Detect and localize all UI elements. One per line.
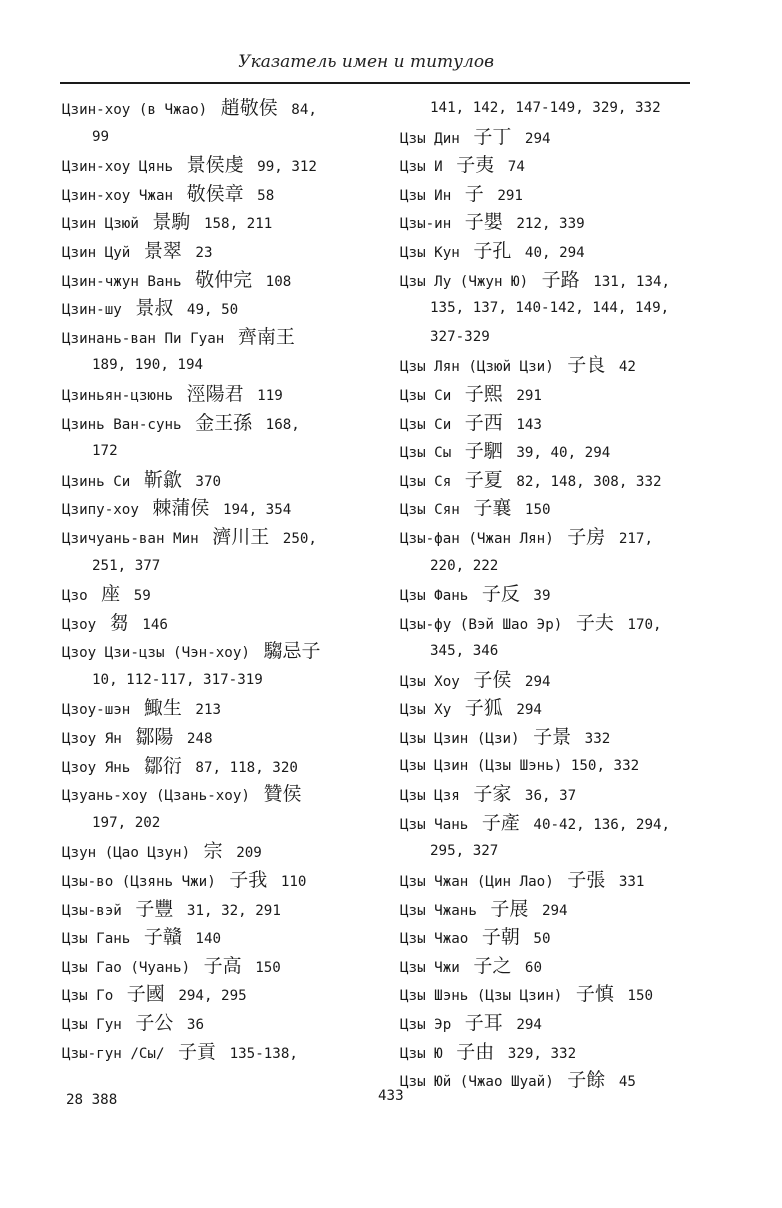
chinese-characters: 子耳 [464, 1012, 503, 1034]
index-entry [62, 266, 382, 295]
entry-text: 141, 142, 147-149, 329, 332 [430, 100, 661, 116]
chinese-characters: 座 [101, 583, 121, 606]
index-entry-continuation [62, 666, 382, 695]
entry-text: 250, [274, 530, 317, 547]
entry-text: Цзуань-хоу (Цзань-хоу) [62, 788, 259, 805]
chinese-characters: 子路 [541, 268, 580, 291]
entry-text: Цзы Эр [400, 1017, 460, 1033]
chinese-characters: 子侯 [473, 668, 512, 691]
chinese-characters: 騶忌子 [263, 640, 321, 663]
chinese-characters: 子我 [229, 869, 268, 892]
entry-text: 194, 354 [214, 502, 292, 519]
index-entry [400, 952, 700, 981]
page-number: 433 [378, 1088, 404, 1104]
entry-text: 40-42, 136, 294, [524, 816, 671, 833]
index-entry [400, 123, 700, 152]
entry-text: 110 [272, 874, 307, 891]
entry-text: 158, 211 [195, 216, 273, 233]
chinese-characters: 子豐 [135, 897, 174, 920]
entry-text: Цзин-хоу Цянь [62, 159, 182, 176]
index-entry [400, 151, 700, 180]
chinese-characters: 子夏 [464, 468, 503, 491]
index-entry-continuation [62, 351, 382, 380]
entry-text: Цзин Цуй [62, 244, 139, 261]
chinese-characters: 子襄 [473, 497, 512, 520]
entry-text: 40, 294 [516, 244, 585, 261]
index-entry [62, 494, 382, 523]
index-entry [400, 351, 700, 380]
entry-text: 45 [610, 1074, 636, 1091]
entry-text: Цзинь Ван-сунь [62, 416, 191, 433]
index-entry [400, 609, 700, 638]
entry-text: Цзоу Ян [62, 731, 131, 748]
chinese-characters: 鯫生 [143, 697, 182, 720]
entry-text: Цзы Гун [62, 1017, 131, 1033]
index-entry [62, 1038, 382, 1067]
entry-text: 150 [246, 959, 281, 976]
chinese-characters: 子高 [203, 954, 242, 977]
chinese-characters: 子西 [464, 411, 503, 434]
entry-text: 294 [516, 130, 551, 147]
entry-text: Цзы Гань [62, 931, 139, 948]
entry-text: Цзоу Цзи-цзы (Чэн-хоу) [62, 645, 259, 662]
chinese-characters: 子由 [456, 1040, 495, 1063]
entry-text: 140 [186, 931, 222, 948]
chinese-characters: 子國 [126, 983, 165, 1006]
index-entry [62, 1009, 382, 1038]
chinese-characters: 子餘 [567, 1069, 606, 1092]
index-entry [62, 380, 382, 409]
chinese-characters: 子產 [481, 811, 520, 834]
entry-text: Цзы Го [62, 988, 122, 1005]
index-entry [400, 380, 700, 409]
index-entry [62, 752, 382, 781]
index-entry [400, 666, 700, 695]
chinese-characters: 子房 [567, 525, 606, 548]
entry-text: 168, [257, 416, 300, 433]
entry-text: Цзы Ю [400, 1045, 452, 1062]
index-entry [400, 895, 700, 924]
entry-text: 332 [576, 731, 611, 748]
index-column-right [400, 94, 700, 1095]
index-entry [400, 694, 700, 723]
chinese-characters: 子張 [567, 869, 606, 892]
entry-text: 294 [507, 702, 542, 719]
entry-text: Цзин-хоу (в Чжао) [62, 102, 216, 118]
index-entry [62, 151, 382, 180]
entry-text: Цзинь Си [62, 473, 139, 490]
index-column-left [62, 94, 382, 1066]
chinese-characters: 子良 [567, 354, 606, 377]
entry-text: 42 [610, 359, 636, 376]
entry-text: Цзоу [62, 616, 105, 633]
entry-text: Цзы Юй (Чжао Шуай) [400, 1074, 563, 1091]
index-entry [400, 580, 700, 609]
entry-text: Цзиньян-цзюнь [62, 387, 182, 404]
index-entry [62, 409, 382, 438]
chinese-characters: 鄒衍 [143, 754, 182, 777]
entry-text: 172 [92, 443, 118, 460]
entry-text: 146 [133, 616, 168, 633]
entry-text: 213 [186, 702, 222, 719]
index-entry-continuation [400, 552, 700, 581]
entry-text: Цзы Си [400, 416, 460, 433]
entry-text: 150 [618, 988, 654, 1005]
entry-text: 99 [92, 128, 110, 145]
entry-text: Цзы Сян [400, 502, 469, 519]
index-entry [62, 723, 382, 752]
index-entry [62, 94, 382, 123]
entry-text: 39, 40, 294 [507, 445, 611, 462]
entry-text: 131, 134, [584, 273, 671, 290]
chinese-characters: 贊侯 [263, 783, 302, 806]
entry-text: 84, [282, 102, 317, 118]
entry-text: Цзы Цзя [400, 788, 469, 805]
entry-text: Цзоу-шэн [62, 702, 139, 719]
entry-text: 329, 332 [499, 1045, 577, 1062]
entry-text: 294 [533, 902, 568, 919]
chinese-characters: 子 [464, 182, 484, 205]
index-entry [400, 980, 700, 1009]
entry-text: 82, 148, 308, 332 [507, 473, 662, 490]
index-entry [400, 752, 700, 781]
entry-text: Цзы Фань [400, 588, 477, 605]
chinese-characters: 濟川王 [212, 525, 270, 548]
chinese-characters: 景翠 [143, 239, 182, 262]
entry-text: 217, [610, 530, 654, 547]
chinese-characters: 子展 [490, 897, 529, 920]
index-entry-continuation [62, 437, 382, 466]
entry-text: 39 [524, 588, 551, 605]
index-entry [400, 1038, 700, 1067]
entry-text: Цзы Шэнь (Цзы Цзин) [400, 988, 571, 1005]
entry-text: 58 [248, 187, 275, 204]
chinese-characters: 子狐 [464, 697, 503, 720]
entry-text: 87, 118, 320 [186, 759, 298, 776]
chinese-characters: 子景 [533, 726, 572, 749]
entry-text: 143 [507, 416, 542, 433]
entry-text: 294 [516, 673, 551, 690]
entry-text: 294 [507, 1017, 542, 1033]
chinese-characters: 敬仲完 [195, 268, 253, 291]
entry-text: 119 [248, 387, 283, 404]
entry-text: Цзы Лян (Цзюй Цзи) [400, 359, 563, 376]
index-entry-continuation [400, 294, 700, 323]
chinese-characters: 景叔 [135, 297, 174, 320]
index-entry [400, 266, 700, 295]
entry-text: Цзин-шу [62, 302, 131, 319]
index-entry [400, 523, 700, 552]
entry-text: 291 [507, 387, 542, 404]
entry-text: 99, 312 [248, 159, 317, 176]
entry-text: 50 [524, 931, 551, 948]
header-rule [60, 82, 690, 84]
index-entry [62, 523, 382, 552]
entry-text: 291 [488, 187, 523, 204]
entry-text: Цзинань-ван Пи Гуан [62, 330, 233, 347]
entry-text: 327-329 [430, 328, 490, 345]
entry-text: 370 [186, 473, 222, 490]
index-entry [62, 208, 382, 237]
entry-text: Цзы Чжи [400, 959, 469, 976]
entry-text: Цзы Сы [400, 445, 460, 462]
index-entry [400, 723, 700, 752]
entry-text: 345, 346 [430, 643, 499, 660]
entry-text: Цзы Чань [400, 816, 477, 833]
entry-text: Цзы-вэй [62, 902, 131, 919]
index-entry [62, 952, 382, 981]
index-entry [62, 237, 382, 266]
index-entry-continuation [400, 94, 700, 123]
entry-text: 331 [610, 874, 645, 891]
entry-text: 59 [125, 588, 151, 605]
entry-text: 170, [618, 616, 662, 633]
chinese-characters: 子公 [135, 1012, 174, 1034]
entry-text: 108 [257, 273, 292, 290]
index-entry-continuation [62, 552, 382, 581]
chinese-characters: 子贛 [143, 926, 182, 949]
index-entry [62, 609, 382, 638]
entry-text: Цзоу Янь [62, 759, 139, 776]
entry-text: Цзин-хоу Чжан [62, 187, 182, 204]
entry-text: 209 [227, 845, 262, 862]
chinese-characters: 趙敬侯 [220, 97, 278, 119]
entry-text: Цзы Чжао [400, 931, 477, 948]
entry-text: Цзы-во (Цзянь Чжи) [62, 874, 225, 891]
entry-text: Цзы Хоу [400, 673, 469, 690]
index-entry [62, 323, 382, 352]
index-entry [400, 809, 700, 838]
index-entry [400, 494, 700, 523]
chinese-characters: 景駒 [152, 211, 191, 234]
entry-text: 135-138, [221, 1045, 298, 1062]
entry-text: 220, 222 [430, 557, 499, 574]
index-entry [62, 694, 382, 723]
index-entry [400, 180, 700, 209]
entry-text: Цзы-фу (Вэй Шао Эр) [400, 616, 571, 633]
chinese-characters: 景侯虔 [186, 154, 244, 177]
chinese-characters: 敬侯章 [186, 182, 244, 205]
entry-text: Цзы Чжань [400, 902, 486, 919]
entry-text: 60 [516, 959, 542, 976]
index-entry [400, 780, 700, 809]
chinese-characters: 鄒陽 [135, 726, 174, 749]
chinese-characters: 涇陽君 [186, 382, 244, 405]
chinese-characters: 宗 [203, 840, 223, 863]
entry-text: 251, 377 [92, 557, 161, 574]
entry-text: Цзы Ся [400, 473, 460, 490]
index-entry-continuation [400, 637, 700, 666]
index-entry [400, 237, 700, 266]
entry-text: Цзы Чжан (Цин Лао) [400, 874, 563, 891]
index-entry [400, 923, 700, 952]
chinese-characters: 金王孫 [195, 411, 253, 434]
entry-text: 197, 202 [92, 814, 161, 831]
index-entry [62, 980, 382, 1009]
entry-text: Цзы Ин [400, 187, 460, 204]
entry-text: 36 [178, 1017, 204, 1033]
index-entry-continuation [62, 123, 382, 152]
index-entry [400, 466, 700, 495]
chinese-characters: 棘蒲侯 [152, 497, 210, 520]
entry-text: Цзипу-хоу [62, 502, 148, 519]
chinese-characters: 子家 [473, 783, 512, 806]
entry-text: Цзы Си [400, 387, 460, 404]
index-entry [400, 437, 700, 466]
printer-signature: 28 388 [66, 1092, 118, 1108]
entry-text: 189, 190, 194 [92, 357, 204, 374]
entry-text: 10, 112-117, 317-319 [92, 671, 263, 688]
index-entry-continuation [400, 837, 700, 866]
chinese-characters: 子貢 [178, 1040, 217, 1063]
entry-text: Цзы Дин [400, 130, 469, 147]
index-entry [62, 866, 382, 895]
entry-text: 49, 50 [178, 302, 239, 319]
entry-text: Цзы Гао (Чуань) [62, 959, 199, 976]
chinese-characters: 子朝 [481, 926, 520, 949]
entry-text: Цзы Лу (Чжун Ю) [400, 273, 537, 290]
entry-text: Цзы Цзин (Цзы Шэнь) 150, 332 [400, 757, 640, 774]
chinese-characters: 子夫 [575, 611, 614, 634]
chinese-characters: 子反 [481, 583, 520, 606]
chinese-characters: 子丁 [473, 125, 512, 148]
chinese-characters: 子孔 [473, 239, 512, 262]
chinese-characters: 芻 [109, 611, 129, 634]
index-entry [62, 837, 382, 866]
entry-text: 212, 339 [507, 216, 585, 233]
index-entry [400, 409, 700, 438]
index-entry-continuation [62, 809, 382, 838]
entry-text: 248 [178, 731, 213, 748]
running-header: Указатель имен и титулов [238, 52, 494, 72]
chinese-characters: 子嬰 [464, 211, 503, 234]
chinese-characters: 子之 [473, 954, 512, 977]
entry-text: Цзы Цзин (Цзи) [400, 731, 529, 748]
entry-text: 294, 295 [169, 988, 247, 1005]
entry-text: 150 [516, 502, 551, 519]
chinese-characters: 齊南王 [237, 325, 295, 348]
index-entry [62, 466, 382, 495]
index-entry [62, 294, 382, 323]
entry-text: 295, 327 [430, 843, 499, 860]
entry-text: Цзы-фан (Чжан Лян) [400, 530, 563, 547]
entry-text: Цзы-ин [400, 216, 460, 233]
entry-text: Цзы-гун /Сы/ [62, 1045, 174, 1062]
index-entry [62, 780, 382, 809]
chinese-characters: 子夷 [456, 154, 495, 177]
entry-text: Цзун (Цао Цзун) [62, 845, 199, 862]
chinese-characters: 靳歙 [143, 468, 182, 491]
entry-text: 74 [499, 159, 525, 176]
entry-text: Цзин Цзюй [62, 216, 148, 233]
entry-text: Цзо [62, 588, 97, 605]
chinese-characters: 子慎 [575, 983, 614, 1006]
index-entry [62, 180, 382, 209]
index-entry [62, 895, 382, 924]
index-entry [400, 866, 700, 895]
chinese-characters: 子熙 [464, 382, 503, 405]
entry-text: 36, 37 [516, 788, 577, 805]
entry-text: Цзы Кун [400, 244, 469, 261]
index-entry [62, 637, 382, 666]
entry-text: 31, 32, 291 [178, 902, 281, 919]
index-entry [400, 208, 700, 237]
index-entry [62, 923, 382, 952]
index-entry-continuation [400, 323, 700, 352]
entry-text: 23 [186, 244, 213, 261]
entry-text: 135, 137, 140-142, 144, 149, [430, 300, 670, 317]
index-entry [400, 1066, 700, 1095]
entry-text: Цзин-чжун Вань [62, 273, 191, 290]
entry-text: Цзичуань-ван Мин [62, 530, 208, 547]
entry-text: Цзы Ху [400, 702, 460, 719]
index-entry [62, 580, 382, 609]
index-entry [400, 1009, 700, 1038]
entry-text: Цзы И [400, 159, 452, 176]
chinese-characters: 子駟 [464, 440, 503, 463]
